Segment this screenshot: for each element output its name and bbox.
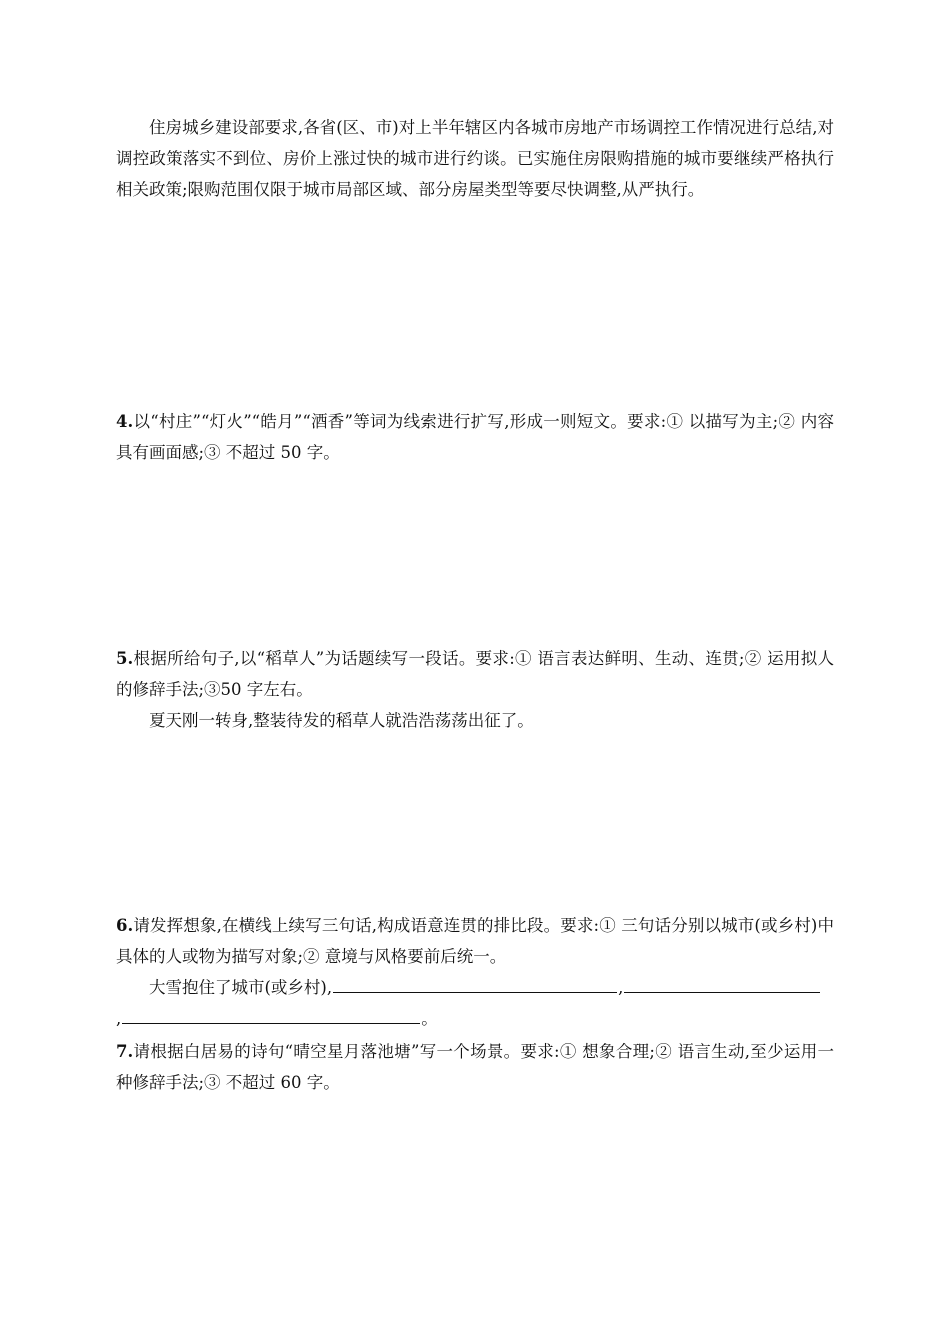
question-6-number: 6. [116, 916, 134, 935]
question-6-text: 请发挥想象,在横线上续写三句话,构成语意连贯的排比段。要求:① 三句话分别以城市(或乡村)中具体的人或物为描写对象;② 意境与风格要前后统一。 [116, 916, 834, 966]
question-7 [116, 1036, 834, 1098]
fill-blank-2[interactable] [624, 974, 820, 993]
question-7-number: 7. [116, 1042, 134, 1061]
question-6-lead: 大雪抱住了城市(或乡村), [149, 978, 333, 997]
question-4-number: 4. [116, 412, 134, 431]
question-6-end: 。 [421, 1009, 438, 1028]
question-6-line-1 [116, 972, 834, 1003]
fill-blank-1[interactable] [333, 974, 617, 993]
question-7-text: 请根据白居易的诗句“晴空星月落池塘”写一个场景。要求:① 想象合理;② 语言生动,至少运用一种修辞手法;③ 不超过 60 字。 [116, 1042, 834, 1092]
question-6-comma-2: , [116, 1009, 122, 1028]
question-6 [116, 910, 834, 1034]
passage-3 [116, 112, 834, 205]
question-4 [116, 406, 834, 468]
question-6-line-2 [116, 1003, 834, 1034]
question-4-text: 以“村庄”“灯火”“皓月”“酒香”等词为线索进行扩写,形成一则短文。要求:① 以描写为主;② 内容具有画面感;③ 不超过 50 字。 [116, 412, 834, 462]
passage-3-text: 住房城乡建设部要求,各省(区、市)对上半年辖区内各城市房地产市场调控工作情况进行总结,对调控政策落实不到位、房价上涨过快的城市进行约谈。已实施住房限购措施的城市要继续严格执行相关政策;限购范围仅限于城市局部区域、部分房屋类型等要尽快调整,从严执行。 [116, 118, 834, 199]
question-5-prompt: 夏天刚一转身,整装待发的稻草人就浩浩荡荡出征了。 [149, 711, 534, 730]
question-5-number: 5. [116, 649, 134, 668]
question-6-comma-1: , [618, 978, 624, 997]
question-5 [116, 643, 834, 736]
question-5-text: 根据所给句子,以“稻草人”为话题续写一段话。要求:① 语言表达鲜明、生动、连贯;② 运用拟人的修辞手法;③50 字左右。 [116, 649, 834, 699]
fill-blank-3[interactable] [122, 1005, 420, 1024]
